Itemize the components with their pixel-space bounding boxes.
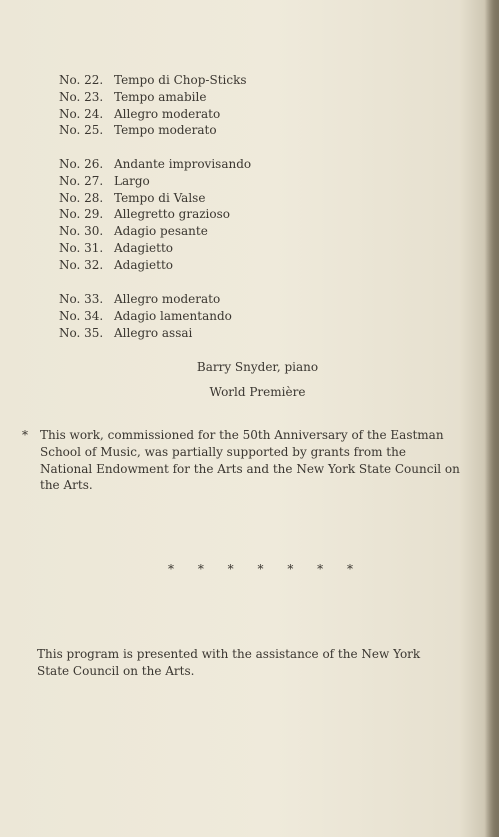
movement-row — [59, 325, 232, 342]
movement-row — [59, 206, 251, 223]
commission-footnote — [22, 427, 460, 494]
footnote-marker: * — [22, 428, 28, 442]
movement-number: No. 35. — [59, 325, 104, 340]
movement-row — [59, 291, 232, 308]
separator-asterisk: * — [197, 562, 204, 576]
performer-credit: Barry Snyder, piano — [196, 360, 319, 374]
separator-asterisk: * — [317, 562, 324, 576]
movement-title: Tempo amabile — [114, 89, 207, 104]
asterisk-separator — [168, 562, 353, 576]
movement-number: No. 30. — [59, 224, 104, 239]
separator-asterisk: * — [346, 562, 353, 576]
movement-title: Adagietto — [114, 240, 173, 255]
movement-title: Tempo di Chop-Sticks — [114, 73, 247, 87]
footnote-text: This work, commissioned for the 50th Anniversary of the Eastman School of Music, was partially supported by grants from the National Endowment for the Arts and the New York State Council on the Arts. — [40, 428, 460, 493]
movement-row — [59, 240, 251, 257]
movement-row — [59, 308, 232, 325]
movement-title: Largo — [114, 173, 150, 188]
movement-number: No. 34. — [59, 308, 104, 323]
movement-row — [59, 72, 247, 89]
program-support-note: This program is presented with the assistance of the New York State Council on the Arts. — [37, 647, 421, 678]
movement-title: Allegro moderato — [114, 106, 221, 121]
movement-number: No. 32. — [59, 257, 104, 272]
movement-row — [59, 89, 247, 106]
movement-number: No. 25. — [59, 123, 104, 138]
movement-row — [59, 173, 251, 190]
separator-asterisk: * — [287, 562, 294, 576]
movement-title: Allegro moderato — [114, 292, 221, 306]
movement-title: Allegretto grazioso — [114, 207, 230, 222]
movement-number: No. 31. — [59, 240, 104, 255]
movement-number: No. 26. — [59, 157, 104, 171]
movement-row — [59, 156, 251, 173]
movement-row — [59, 106, 247, 123]
movement-number: No. 24. — [59, 106, 104, 121]
movement-title: Allegro assai — [114, 325, 193, 340]
movement-number: No. 22. — [59, 73, 104, 87]
movement-row — [59, 257, 251, 274]
movement-list-group-3 — [59, 291, 232, 341]
movement-number: No. 27. — [59, 173, 104, 188]
movement-list-group-2 — [59, 156, 251, 274]
separator-asterisk: * — [227, 562, 234, 576]
movement-title: Tempo moderato — [114, 123, 217, 138]
movement-number: No. 28. — [59, 190, 104, 205]
movement-title: Tempo di Valse — [114, 190, 206, 205]
movement-number: No. 29. — [59, 207, 104, 222]
movement-list-group-1 — [59, 72, 247, 139]
movement-number: No. 23. — [59, 89, 104, 104]
movement-title: Adagio pesante — [114, 224, 208, 239]
movement-row — [59, 190, 251, 207]
movement-row — [59, 122, 247, 139]
movement-number: No. 33. — [59, 292, 104, 306]
movement-row — [59, 223, 251, 240]
separator-asterisk: * — [257, 562, 264, 576]
movement-title: Adagio lamentando — [114, 308, 232, 323]
page-edge-shadow — [485, 0, 499, 837]
separator-asterisk: * — [168, 562, 174, 576]
movement-title: Adagietto — [114, 257, 173, 272]
premiere-label: World Première — [209, 385, 306, 399]
movement-title: Andante improvisando — [114, 157, 252, 171]
